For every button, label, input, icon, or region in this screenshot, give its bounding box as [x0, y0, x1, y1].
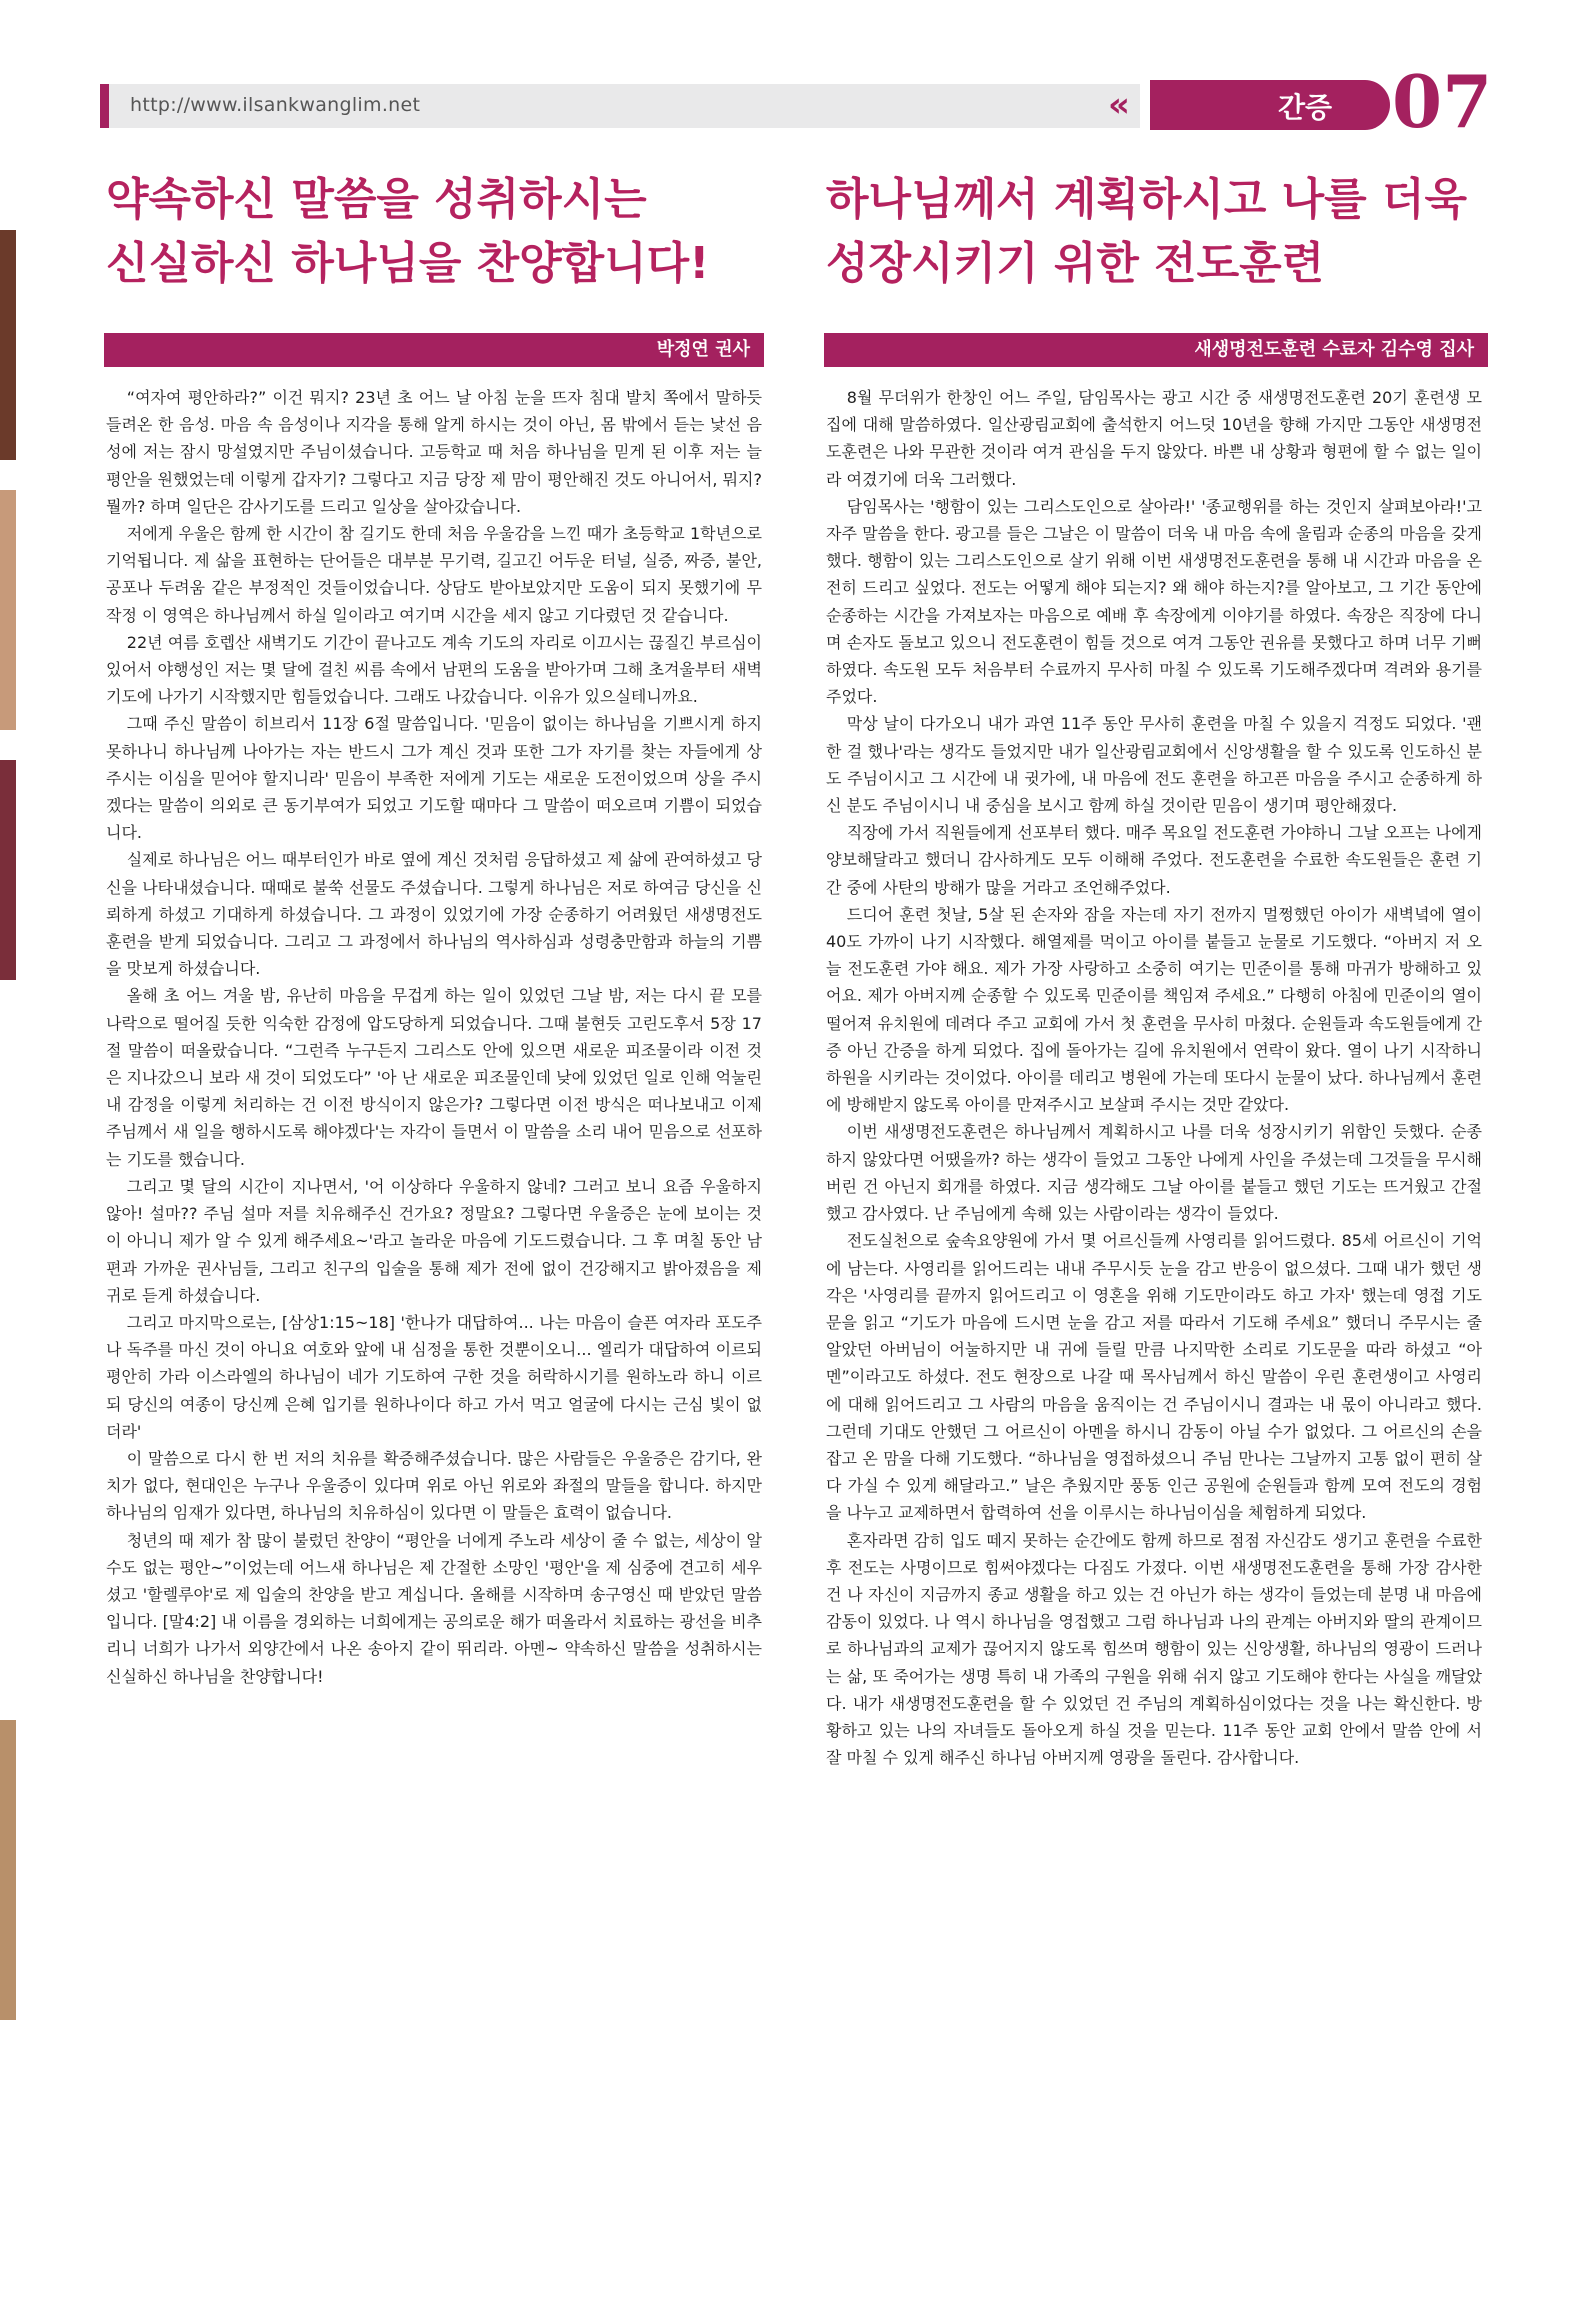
left-title-line-1: 약속하신 말씀을 성취하시는	[106, 174, 647, 225]
website-url: http://www.ilsankwanglim.net	[130, 94, 421, 116]
right-title-line-1: 하나님께서 계획하시고 나를 더욱	[826, 174, 1468, 225]
right-paragraph: 혼자라면 감히 입도 떼지 못하는 순간에도 함께 하므로 점점 자신감도 생기고 훈련을 수료한 후 전도는 사명이므로 힘써야겠다는 다짐도 가졌다. 이번 새생명전도훈련을 통해 가장 감사한건 나 자신이 지금까지 종교 생활을 하고 있는 건 아닌가 하는 생각이 들었는데 분명 내 마음에 감동이 있었다. 나 역시 하나님을 영접했고 그럼 하나님과 나의 관계는 아버지와 딸의 관계이므로 하나님과의 교제가 끊어지지 않도록 힘쓰며 행함이 있는 신앙생활, 하나님의 영광이 드러나는 삶, 또 죽어가는 생명 특히 내 가족의 구원을 위해 쉬지 않고 기도해야 한다는 사실을 깨달았다. 내가 새생명전도훈련을 할 수 있었던 건 주님의 계획하심이었다는 것을 나는 확신한다. 방황하고 있는 나의 자녀들도 돌아오게 하실 것을 믿는다. 11주 동안 교회 안에서 말씀 안에 서 잘 마칠 수 있게 해주신 하나님 아버지께 영광을 돌린다. 감사합니다.	[826, 1530, 1482, 1768]
left-paragraph: 실제로 하나님은 어느 때부터인가 바로 옆에 계신 것처럼 응답하셨고 제 삶에 관여하셨고 당신을 나타내셨습니다. 때때로 불쑥 선물도 주셨습니다. 그렇게 하나님은 저로 하여금 당신을 신뢰하게 하셨고 기대하게 하셨습니다. 그 과정이 있었기에 가장 순종하기 어려웠던 새생명전도훈련을 받게 되었습니다. 그리고 그 과정에서 하나님의 역사하심과 성령충만함과 하늘의 기쁨을 맛보게 하셨습니다.	[106, 850, 762, 979]
left-article-byline: 박정연 권사	[104, 333, 764, 367]
chevron-left-icon: «	[1108, 85, 1130, 125]
left-article-title	[106, 168, 709, 296]
right-paragraph: 막상 날이 다가오니 내가 과연 11주 동안 무사히 훈련을 마칠 수 있을지 걱정도 되었다. '괜한 걸 했나'라는 생각도 들었지만 내가 일산광림교회에서 신앙생활을 할 수 있도록 인도하신 분도 주님이시고 그 시간에 내 귓가에, 내 마음에 전도 훈련을 하고픈 마음을 주시고 순종하게 하신 분도 주님이시니 내 중심을 보시고 함께 하실 것이란 믿음이 생기며 평안해졌다.	[826, 714, 1482, 816]
right-paragraph: 담임목사는 '행함이 있는 그리스도인으로 살아라!' '종교행위를 하는 것인지 살펴보아라!'고 자주 말씀을 한다. 광고를 들은 그날은 이 말씀이 더욱 내 마음 속에 울림과 순종의 마음을 갖게 했다. 행함이 있는 그리스도인으로 살기 위해 이번 새생명전도훈련을 통해 내 시간과 마음을 온전히 드리고 싶었다. 전도는 어떻게 해야 되는지? 왜 해야 하는지?를 알아보고, 그 기간 동안에 순종하는 시간을 가져보자는 마음으로 예배 후 속장에게 이야기를 하였다. 속장은 직장에 다니며 손자도 돌보고 있으니 전도훈련이 힘들 것으로 여겨 그동안 권유를 못했다고 하며 너무 기뻐하였다. 속도원 모두 처음부터 수료까지 무사히 마칠 수 있도록 기도해주겠다며 격려와 용기를 주었다.	[826, 496, 1482, 707]
page-number: 07	[1392, 59, 1493, 144]
left-edge-photo-strip-1	[0, 230, 16, 460]
left-paragraph: 올해 초 어느 겨울 밤, 유난히 마음을 무겁게 하는 일이 있었던 그날 밤, 저는 다시 끝 모를 나락으로 떨어질 듯한 익숙한 감정에 압도당하게 되었습니다. 그때 불현듯 고린도후서 5장 17절 말씀이 떠올랐습니다. “그런즉 누구든지 그리스도 안에 있으면 새로운 피조물이라 이전 것은 지나갔으니 보라 새 것이 되었도다” '아 난 새로운 피조물인데 낮에 있었던 일로 인해 억눌린 내 감정을 이렇게 처리하는 건 이전 방식이지 않은가? 그렇다면 이전 방식은 떠나보내고 이제 주님께서 새 일을 행하시도록 해야겠다'는 자각이 들면서 이 말씀을 소리 내어 믿음으로 선포하는 기도를 했습니다.	[106, 986, 762, 1169]
left-paragraph: 그리고 마지막으로는, [삼상1:15~18] '한나가 대답하여... 나는 마음이 슬픈 여자라 포도주나 독주를 마신 것이 아니요 여호와 앞에 내 심정을 통한 것뿐이오니... 엘리가 대답하여 이르되 평안히 가라 이스라엘의 하나님이 네가 기도하여 구한 것을 허락하시기를 원하노라 하니 이르되 당신의 여종이 당신께 은혜 입기를 원하나이다 하고 가서 먹고 얼굴에 다시는 근심 빛이 없더라'	[106, 1312, 762, 1441]
left-edge-photo-strip-4	[0, 1720, 16, 2020]
section-tab	[1150, 80, 1390, 130]
right-paragraph: 전도실천으로 숲속요양원에 가서 몇 어르신들께 사영리를 읽어드렸다. 85세 어르신이 기억에 남는다. 사영리를 읽어드리는 내내 주무시듯 눈을 감고 반응이 없으셨다. 그때 내가 했던 생각은 '사영리를 끝까지 읽어드리고 이 영혼을 위해 기도만이라도 하고 가자' 했는데 영접 기도문을 읽고 “기도가 마음에 드시면 눈을 감고 저를 따라서 기도해 주세요” 했더니 주무시는 줄 알았던 아버님이 어눌하지만 내 귀에 들릴 만큼 나지막한 소리로 기도문을 따라 하셨고 “아멘”이라고도 하셨다. 전도 현장으로 나갈 때 목사님께서 하신 말씀이 우린 훈련생이고 사영리에 대해 읽어드리고 그 사람의 마음을 움직이는 건 주님이시니 결과는 내 몫이 아니라고 했다. 그런데 기대도 안했던 그 어르신이 아멘을 하시니 감동이 아닐 수가 없었다. 그 어르신의 손을 잡고 온 맘을 다해 기도했다. “하나님을 영접하셨으니 주님 만나는 그날까지 고통 없이 편히 살다 가실 수 있게 해달라고.” 날은 추웠지만 풍동 인근 공원에 순원들과 함께 모여 전도의 경험을 나누고 교제하면서 합력하여 선을 이루시는 하나님이심을 체험하게 되었다.	[826, 1231, 1482, 1523]
right-paragraph: 8월 무더위가 한창인 어느 주일, 담임목사는 광고 시간 중 새생명전도훈련 20기 훈련생 모집에 대해 말씀하였다. 일산광림교회에 출석한지 어느덧 10년을 향해 가지만 그동안 새생명전도훈련은 나와 무관한 것이라 여겨 관심을 두지 않았다. 바쁜 내 상황과 형편에 할 수 없는 일이라 여겼기에 더욱 그러했다.	[826, 388, 1482, 489]
header-accent	[100, 84, 109, 128]
left-paragraph: 그리고 몇 달의 시간이 지나면서, '어 이상하다 우울하지 않네? 그러고 보니 요즘 우울하지 않아! 설마?? 주님 설마 저를 치유해주신 건가요? 정말요? 그렇다면 우울증은 눈에 보이는 것이 아니니 제가 알 수 있게 해주세요~'라고 놀라운 마음에 기도드렸습니다. 그 후 며칠 동안 남편과 가까운 권사님들, 그리고 친구의 입술을 통해 제가 전에 없이 건강해지고 밝아졌음을 제 귀로 듣게 하셨습니다.	[106, 1176, 762, 1305]
right-paragraph: 드디어 훈련 첫날, 5살 된 손자와 잠을 자는데 자기 전까지 멀쩡했던 아이가 새벽녘에 열이 40도 가까이 나기 시작했다. 해열제를 먹이고 아이를 붙들고 눈물로 기도했다. “아버지 저 오늘 전도훈련 가야 해요. 제가 가장 사랑하고 소중히 여기는 민준이를 통해 마귀가 방해하고 있어요. 제가 아버지께 순종할 수 있도록 민준이를 책임져 주세요.” 다행히 아침에 민준이의 열이 떨어져 유치원에 데려다 주고 교회에 가서 첫 훈련을 무사히 마쳤다. 순원들과 속도원들에게 간증 아닌 간증을 하게 되었다. 집에 돌아가는 길에 유치원에서 연락이 왔다. 열이 나기 시작하니 하원을 시키라는 것이었다. 아이를 데리고 병원에 가는데 또다시 눈물이 났다. 하나님께서 훈련에 방해받지 않도록 아이를 만져주시고 보살펴 주시는 것만 같았다.	[826, 904, 1482, 1115]
right-title-line-2: 성장시키기 위한 전도훈련	[826, 238, 1325, 289]
left-edge-photo-strip-3	[0, 760, 16, 980]
right-paragraph: 직장에 가서 직원들에게 선포부터 했다. 매주 목요일 전도훈련 가야하니 그날 오프는 나에게 양보해달라고 했더니 감사하게도 모두 이해해 주었다. 전도훈련을 수료한 속도원들은 훈련 기간 중에 사탄의 방해가 많을 거라고 조언해주었다.	[826, 823, 1482, 897]
left-edge-photo-strip-2	[0, 490, 16, 730]
left-paragraph: 이 말씀으로 다시 한 번 저의 치유를 확증해주셨습니다. 많은 사람들은 우울증은 감기다, 완치가 없다, 현대인은 누구나 우울증이 있다며 위로 아닌 위로와 좌절의 말들을 합니다. 하지만 하나님의 임재가 있다면, 하나님의 치유하심이 있다면 이 말들은 효력이 없습니다.	[106, 1448, 762, 1523]
right-article-title	[826, 168, 1467, 296]
left-paragraph: 청년의 때 제가 참 많이 불렀던 찬양이 “평안을 너에게 주노라 세상이 줄 수 없는, 세상이 알 수도 없는 평안~”이었는데 어느새 하나님은 제 간절한 소망인 '평안'을 제 심중에 견고히 세우셨고 '할렐루야'로 제 입술의 찬양을 받고 계십니다. 올해를 시작하며 송구영신 때 받았던 말씀입니다. [말4:2] 내 이름을 경외하는 너희에게는 공의로운 해가 떠올라서 치료하는 광선을 비추리니 너희가 나가서 외양간에서 나온 송아지 같이 뛰리라. 아멘~ 약속하신 말씀을 성취하시는 신실하신 하나님을 찬양합니다!	[106, 1530, 762, 1686]
section-label: 간증	[1278, 91, 1333, 124]
right-article-body	[826, 384, 1482, 1771]
right-paragraph: 이번 새생명전도훈련은 하나님께서 계획하시고 나를 더욱 성장시키기 위함인 듯했다. 순종하지 않았다면 어땠을까? 하는 생각이 들었고 그동안 나에게 사인을 주셨는데 그것들을 무시해 버린 건 아닌지 회개를 하였다. 지금 생각해도 그날 아이를 붙들고 했던 기도는 뜨거웠고 간절했고 감사였다. 난 주님에게 속해 있는 사람이라는 생각이 들었다.	[826, 1122, 1482, 1224]
left-paragraph: 22년 여름 호렙산 새벽기도 기간이 끝나고도 계속 기도의 자리로 이끄시는 끊질긴 부르심이 있어서 야행성인 저는 몇 달에 걸친 씨름 속에서 남편의 도움을 받아가며 그해 초겨울부터 새벽기도에 나가기 시작했지만 힘들었습니다. 그래도 나갔습니다. 이유가 있으실테니까요.	[106, 632, 762, 707]
left-paragraph: 저에게 우울은 함께 한 시간이 참 길기도 한데 처음 우울감을 느낀 때가 초등학교 1학년으로 기억됩니다. 제 삶을 표현하는 단어들은 대부분 무기력, 길고긴 어두운 터널, 실증, 짜증, 불안, 공포나 두려움 같은 부정적인 것들이었습니다. 상담도 받아보았지만 도움이 되지 못했기에 무작정 이 영역은 하나님께서 하실 일이라고 여기며 시간을 세지 않고 기다렸던 것 같습니다.	[106, 524, 762, 625]
left-article-body	[106, 384, 762, 1690]
left-paragraph: “여자여 평안하라?” 이건 뭐지? 23년 초 어느 날 아침 눈을 뜨자 침대 발치 쪽에서 말하듯 들려온 한 음성. 마음 속 음성이나 지각을 통해 알게 하시는 것이 아닌, 몸 밖에서 듣는 낯선 음성에 저는 잠시 망설였지만 주님이셨습니다. 고등학교 때 처음 하나님을 믿게 된 이후 저는 늘 평안을 원했었는데 이렇게 갑자기? 그렇다고 지금 당장 제 맘이 평안해진 것도 아니어서, 뭐지? 뭘까? 하며 일단은 감사기도를 드리고 일상을 살아갔습니다.	[106, 388, 762, 516]
left-title-line-2: 신실하신 하나님을 찬양합니다!	[106, 238, 710, 289]
left-paragraph: 그때 주신 말씀이 히브리서 11장 6절 말씀입니다. '믿음이 없이는 하나님을 기쁘시게 하지 못하나니 하나님께 나아가는 자는 반드시 그가 계신 것과 또한 그가 자기를 찾는 자들에게 상 주시는 이심을 믿어야 할지니라' 믿음이 부족한 저에게 기도는 새로운 도전이었으며 상을 주시겠다는 말씀이 의외로 큰 동기부여가 되었고 기도할 때마다 그 말씀이 떠오르며 기쁨이 되었습니다.	[106, 714, 762, 843]
right-article-byline: 새생명전도훈련 수료자 김수영 집사	[824, 333, 1488, 367]
